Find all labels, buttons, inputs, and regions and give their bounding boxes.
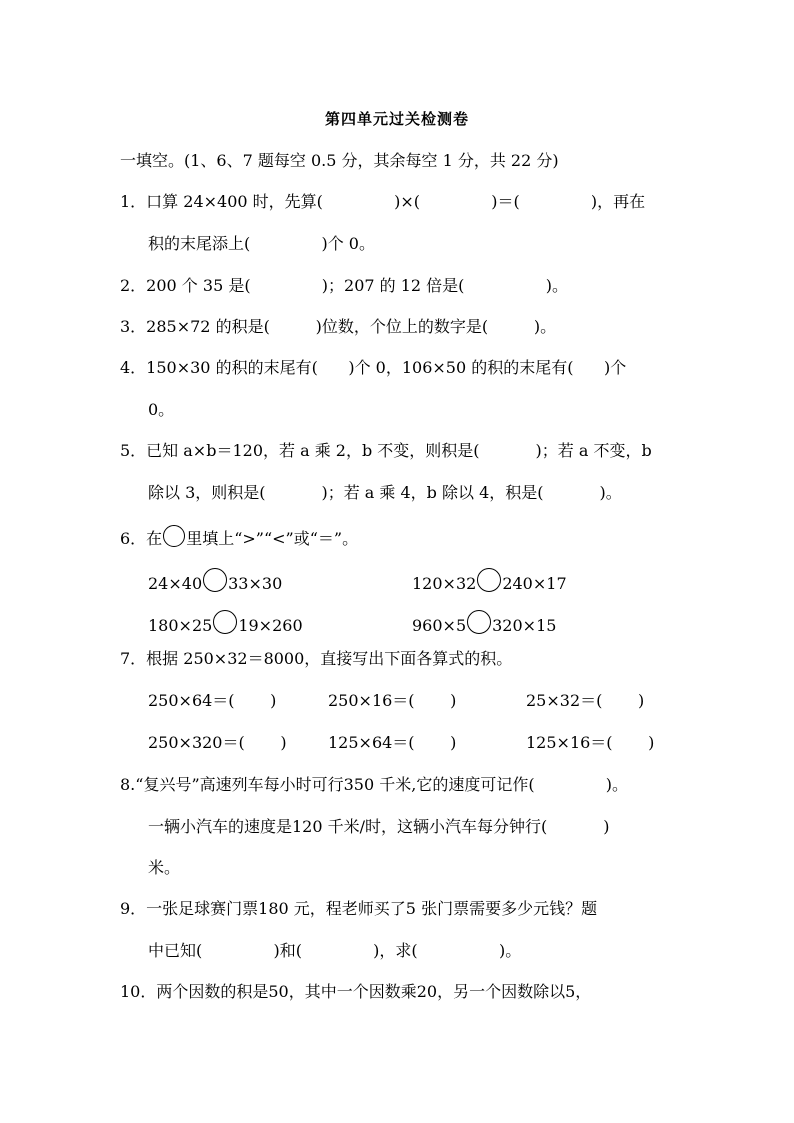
question-1-line-2: 积的末尾添上( )个 0。 bbox=[148, 234, 375, 253]
compare-circle bbox=[467, 610, 491, 634]
calc-item: 250×64＝( ) bbox=[148, 691, 277, 710]
compare-item: 960×5 320×15 bbox=[412, 610, 556, 637]
question-1-line-1: 1．口算 24×400 时，先算( )×( )＝( )，再在 bbox=[120, 192, 646, 211]
compare-circle bbox=[203, 568, 227, 592]
question-10: 10．两个因数的积是50，其中一个因数乘20，另一个因数除以5， bbox=[120, 982, 592, 1001]
compare-circle bbox=[477, 568, 501, 592]
calc-item: 125×64＝( ) bbox=[328, 733, 457, 752]
compare-item: 120×32 240×17 bbox=[412, 568, 567, 595]
compare-item: 24×40 33×30 bbox=[148, 568, 282, 595]
calc-item: 250×320＝( ) bbox=[148, 733, 287, 752]
page-title: 第四单元过关检测卷 bbox=[324, 110, 469, 128]
question-2: 2．200 个 35 是( )；207 的 12 倍是( )。 bbox=[120, 276, 569, 295]
question-6-stem: 6．在 里填上“>”“<”或“＝”。 bbox=[120, 525, 358, 550]
question-5-line-1: 5．已知 a×b＝120，若 a 乘 2，b 不变，则积是( )；若 a 不变，b bbox=[120, 441, 652, 460]
calc-item: 25×32＝( ) bbox=[526, 691, 645, 710]
question-3: 3．285×72 的积是( )位数，个位上的数字是( )。 bbox=[120, 317, 557, 336]
calc-item: 125×16＝( ) bbox=[526, 733, 655, 752]
question-9-line-1: 9．一张足球赛门票180 元，程老师买了5 张门票需要多少元钱？题 bbox=[120, 899, 598, 918]
compare-item: 180×25 19×260 bbox=[148, 610, 303, 637]
question-4-line-2: 0。 bbox=[148, 400, 175, 419]
compare-circle bbox=[163, 525, 185, 547]
question-4-line-1: 4．150×30 的积的末尾有( )个 0，106×50 的积的末尾有( )个 bbox=[120, 358, 627, 377]
section-heading: 一填空。(1、6、7 题每空 0.5 分，其余每空 1 分，共 22 分) bbox=[120, 151, 559, 170]
question-7-stem: 7．根据 250×32＝8000，直接写出下面各算式的积。 bbox=[120, 649, 513, 668]
question-8-line-1: 8.“复兴号”高速列车每小时可行350 千米,它的速度可记作( )。 bbox=[120, 775, 629, 794]
question-8-line-3: 米。 bbox=[148, 858, 181, 877]
question-5-line-2: 除以 3，则积是( )；若 a 乘 4，b 除以 4，积是( )。 bbox=[148, 483, 622, 502]
question-9-line-2: 中已知( )和( )，求( )。 bbox=[148, 941, 522, 960]
question-8-line-2: 一辆小汽车的速度是120 千米/时，这辆小汽车每分钟行( ) bbox=[148, 817, 610, 836]
calc-item: 250×16＝( ) bbox=[328, 691, 457, 710]
compare-circle bbox=[213, 610, 237, 634]
